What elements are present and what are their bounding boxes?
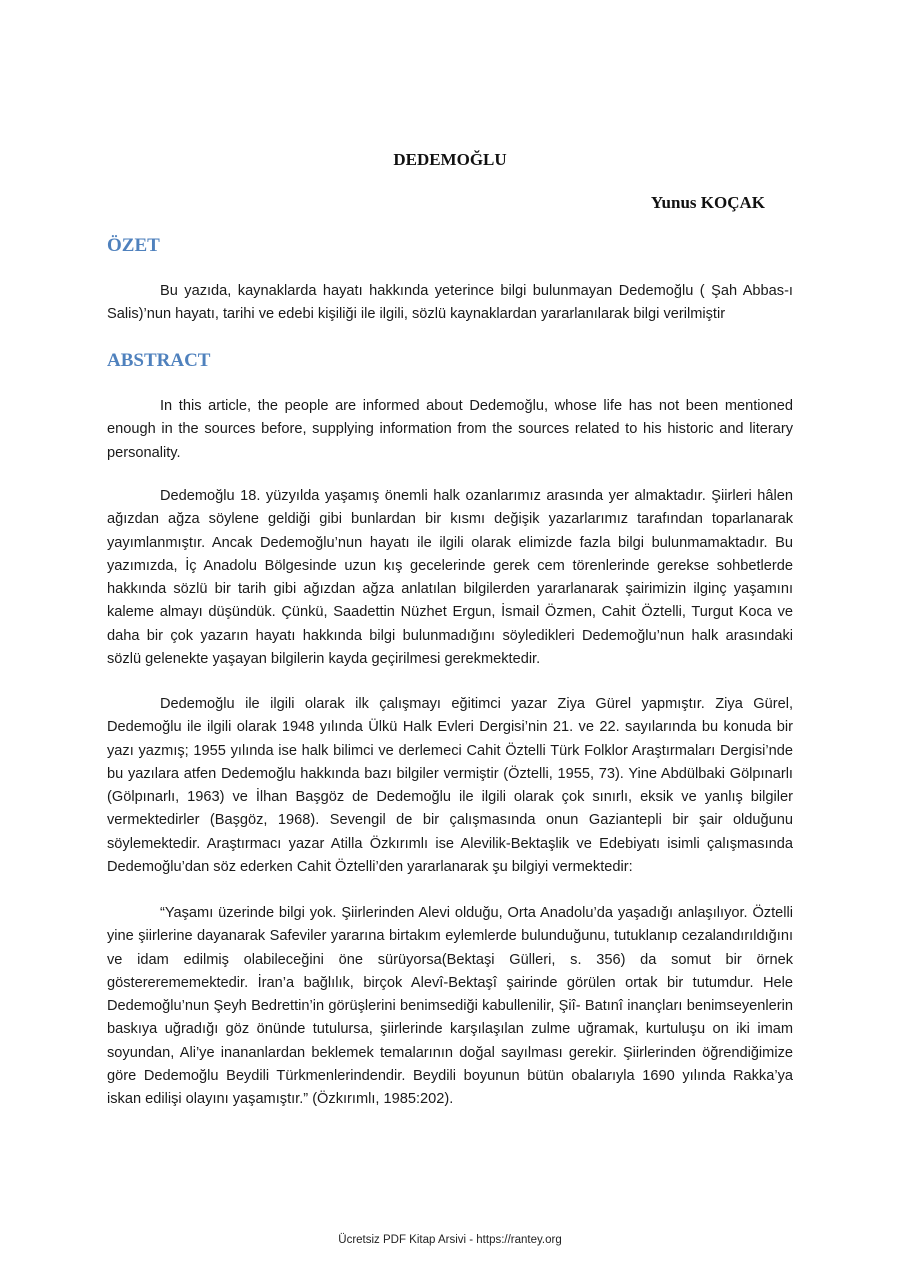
ozet-heading: ÖZET xyxy=(107,235,160,256)
body-paragraph-2: Dedemoğlu ile ilgili olarak ilk çalışmayı eğitimci yazar Ziya Gürel yapmıştır. Ziya Gürel, Dedemoğlu ile ilgili olarak 1948 yılında Ülkü Halk Evleri Dergisi’nin 21. ve 22. sayılarında bu konuda bir yazı yazmış; 1955 yılında ise halk bilimci ve derlemeci Cahit Öztelli Türk Folklor Araştırmaları Dergisi’nde bu yazılara atfen Dedemoğlu hakkında bazı bilgiler vermiştir (Öztelli, 1955, 73). Yine Abdülbaki Gölpınarlı (Gölpınarlı, 1963) ve İlhan Başgöz de Dedemoğlu ile ilgili olarak çok sınırlı, eksik ve yanlış bilgiler vermektedirler (Başgöz, 1968). Sevengil de bir çalışmasında onun Gaziantepli bir şair olduğunu söylemektedir. Araştırmacı yazar Atilla Özkırımlı ise Alevilik-Bektaşlik ve Edebiyatı isimli çalışmasında Dedemoğlu’dan söz ederken Cahit Öztelli’den yararlanarak şu bilgiyi vermektedir: xyxy=(107,696,793,876)
abstract-paragraph: In this article, the people are informed about Dedemoğlu, whose life has not been mentioned enough in the sources before, supplying information from the sources related to his historic and literary personality. xyxy=(107,398,793,461)
body-paragraph-1: Dedemoğlu 18. yüzyılda yaşamış önemli halk ozanlarımız arasında yer almaktadır. Şiirleri hâlen ağızdan ağza söylene geldiği gibi bunlardan bir kısmı değişik yazarlarımız tarafından toparlanarak yayımlanmıştır. Ancak Dedemoğlu’nun hayatı ile ilgili olarak elimizde fazla bilgi bulunmamaktadır. Bu yazımızda, İç Anadolu Bölgesinde uzun kış gecelerinde gerek cem törenlerinde gerekse sohbetlerde hakkında sözlü bir tarih gibi ağızdan ağza anlatılan bilgilerden yararlanarak şairimizin ilginç yaşamını kaleme almayı düşündük. Çünkü, Saadettin Nüzhet Ergun, İsmail Özmen, Cahit Öztelli, Turgut Koca ve daha bir çok yazarın hayatı hakkında bilgi bulunmadığını söyledikleri Dedemoğlu’nun halk arasındaki sözlü gelenekte yaşayan bilgilerin kayda geçirilmesi gerekmektedir. xyxy=(107,488,793,668)
ozet-paragraph: Bu yazıda, kaynaklarda hayatı hakkında yeterince bilgi bulunmayan Dedemoğlu ( Şah Abbas-ı Salis)’nun hayatı, tarihi ve edebi kişiliği ile ilgili, sözlü kaynaklardan yararlanılarak bilgi verilmiştir xyxy=(107,283,793,323)
document-title: DEDEMOĞLU xyxy=(393,150,507,169)
abstract-heading: ABSTRACT xyxy=(107,350,211,371)
quote-paragraph: “Yaşamı üzerinde bilgi yok. Şiirlerinden Alevi olduğu, Orta Anadolu’da yaşadığı anlaşılıyor. Öztelli yine şiirlerine dayanarak Safeviler yararına birtakım eylemlerde bulunduğunu, tutuklanıp cezalandırıldığını ve idam edilmiş olabileceğini öne sürüyorsa(Bektaşi Gülleri, s. 356) da somut bir örnek göstererememektedir. İran’a bağlılık, birçok Alevî-Bektaşî şairinde görülen ortak bir tutumdur. Hele Dedemoğlu’nun Şeyh Bedrettin’in görüşlerini benimsediği kabullenilir, Şiî- Batınî inançları benimseyenlerin baskıya uğradığı göz önünde tutulursa, şiirlerinde karşılaşılan zulme uğramak, kurtuluşu on iki imam soyundan, Ali’ye inananlardan beklemek temalarının doğal sayılması gerekir. Şiirlerinden öğrendiğimize göre Dedemoğlu Beydili Türkmenlerindendir. Beydili boyunun bütün obalarıyla 1690 yılında Rakka’ya iskan edilişi olayını yaşamıştır.” (Özkırımlı, 1985:202). xyxy=(107,905,793,1108)
footer-link[interactable]: Ücretsiz PDF Kitap Arsivi - https://rantey.org xyxy=(338,1234,562,1246)
author-name: Yunus KOÇAK xyxy=(650,193,765,212)
